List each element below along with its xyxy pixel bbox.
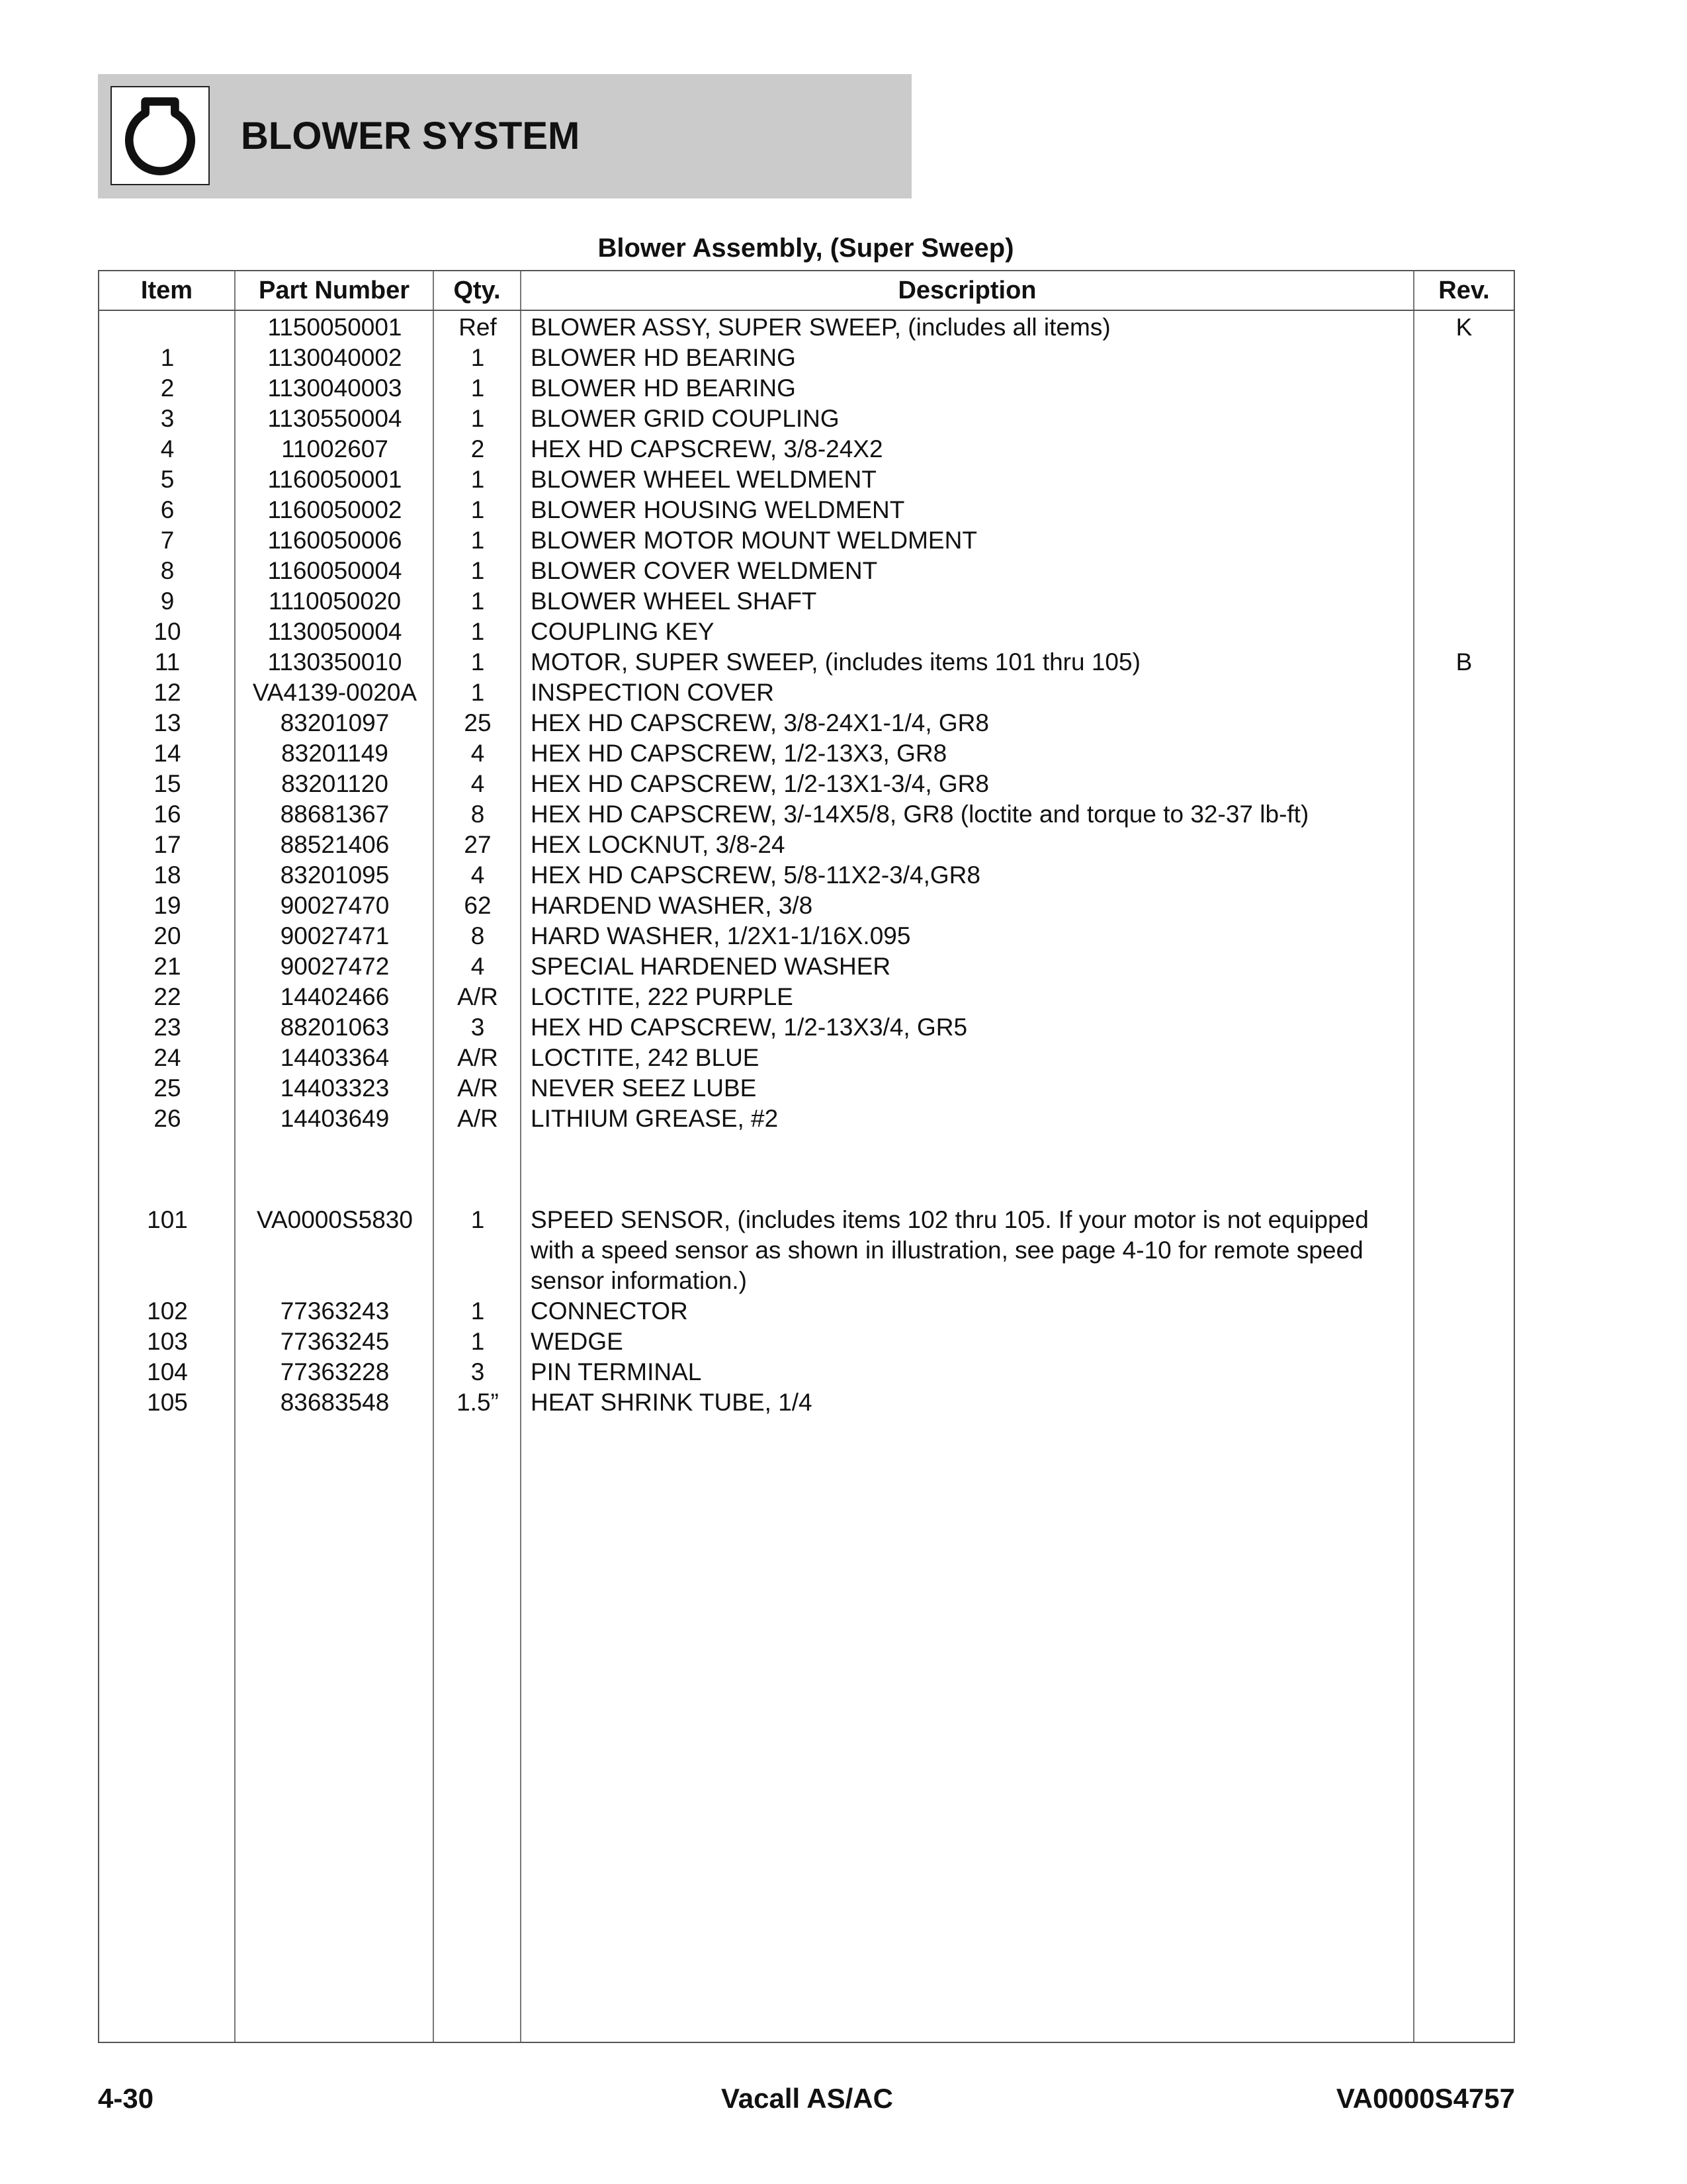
description-cell: BLOWER COVER WELDMENT — [531, 557, 878, 584]
table-row — [99, 1043, 1514, 1073]
item-cell: 105 — [147, 1389, 188, 1416]
item-cell: 104 — [147, 1358, 188, 1385]
item-cell — [99, 312, 236, 343]
qty-cell: 3 — [470, 1358, 485, 1385]
rev-cell — [1414, 495, 1514, 525]
rev-cell — [1414, 1357, 1514, 1387]
description-cell: BLOWER GRID COUPLING — [531, 405, 840, 432]
part-number-cell: 1130040002 — [267, 344, 402, 371]
qty-cell: 1 — [470, 405, 485, 432]
part-number-cell: 90027471 — [280, 922, 390, 949]
header-divider — [99, 310, 1514, 311]
qty-cell: 1 — [470, 679, 485, 706]
table-row — [99, 891, 1514, 921]
table-row — [99, 1205, 1514, 1296]
item-cell: 3 — [160, 405, 175, 432]
table-row — [99, 799, 1514, 830]
rev-cell — [1414, 891, 1514, 921]
part-number-cell: 1130040003 — [267, 374, 402, 402]
part-number-cell: 83201120 — [281, 770, 388, 797]
description-cell: LOCTITE, 222 PURPLE — [531, 983, 793, 1010]
description-cell: INSPECTION COVER — [531, 679, 774, 706]
rev-cell — [1414, 373, 1514, 404]
part-number-cell: 1160050004 — [267, 557, 402, 584]
item-cell: 19 — [153, 892, 181, 919]
rev-cell — [1414, 708, 1514, 738]
rev-cell — [1414, 738, 1514, 769]
qty-cell: 8 — [470, 801, 485, 828]
qty-cell: 1 — [470, 618, 485, 645]
table-row — [99, 921, 1514, 951]
table-row — [99, 769, 1514, 799]
item-cell: 8 — [160, 557, 175, 584]
description-cell: BLOWER WHEEL WELDMENT — [531, 466, 877, 493]
part-number-cell: 1150050001 — [267, 314, 402, 341]
blower-housing-icon — [110, 86, 210, 185]
rev-cell — [1414, 1387, 1514, 1418]
description-cell: PIN TERMINAL — [531, 1358, 702, 1385]
qty-cell: 4 — [470, 953, 485, 980]
item-cell: 15 — [153, 770, 181, 797]
item-cell: 26 — [153, 1105, 181, 1132]
qty-cell: 4 — [470, 861, 485, 889]
part-number-cell: 1110050020 — [268, 588, 402, 615]
rev-cell — [1414, 343, 1514, 373]
qty-cell: 27 — [464, 831, 492, 858]
item-cell: 101 — [147, 1206, 188, 1233]
item-cell: 103 — [147, 1328, 188, 1355]
part-number-cell: 90027470 — [280, 892, 390, 919]
table-row — [99, 738, 1514, 769]
item-cell: 1 — [160, 344, 175, 371]
rev-cell — [1414, 769, 1514, 799]
qty-cell: 1 — [470, 374, 485, 402]
table-row — [99, 1387, 1514, 1418]
part-number-cell: 83683548 — [280, 1389, 390, 1416]
section-title: BLOWER SYSTEM — [241, 114, 580, 157]
rev-cell — [1414, 1205, 1514, 1296]
rev-cell — [1414, 951, 1514, 982]
description-cell: HARD WASHER, 1/2X1-1/16X.095 — [531, 922, 911, 949]
part-number-cell: 77363245 — [280, 1328, 390, 1355]
table-row — [99, 951, 1514, 982]
qty-cell: 1 — [470, 557, 485, 584]
rev-cell — [1414, 586, 1514, 617]
description-cell: WEDGE — [531, 1328, 623, 1355]
qty-cell: 1 — [470, 1297, 485, 1325]
column-header-part-number: Part Number — [258, 277, 410, 304]
table-row — [99, 434, 1514, 464]
qty-cell: 62 — [464, 892, 492, 919]
part-number-cell: 83201149 — [281, 740, 388, 767]
table-row — [99, 1073, 1514, 1104]
footer-manual-title: Vacall AS/AC — [721, 2083, 893, 2114]
column-header-rev: Rev. — [1438, 277, 1490, 304]
description-cell: HEX HD CAPSCREW, 3/8-24X1-1/4, GR8 — [531, 709, 989, 736]
table-row — [99, 708, 1514, 738]
qty-cell: Ref — [458, 314, 497, 341]
qty-cell: A/R — [457, 983, 498, 1010]
description-cell: BLOWER HD BEARING — [531, 344, 796, 371]
table-title: Blower Assembly, (Super Sweep) — [597, 234, 1014, 263]
footer-page-number: 4-30 — [98, 2083, 154, 2114]
description-cell: LITHIUM GREASE, #2 — [531, 1105, 779, 1132]
table-row — [99, 830, 1514, 860]
description-cell: BLOWER WHEEL SHAFT — [531, 588, 817, 615]
column-header-qty: Qty. — [453, 277, 501, 304]
description-cell: BLOWER HD BEARING — [531, 374, 796, 402]
qty-cell: A/R — [457, 1074, 498, 1102]
table-row — [99, 1357, 1514, 1387]
rev-cell — [1414, 860, 1514, 891]
qty-cell: 25 — [464, 709, 492, 736]
qty-cell: 4 — [470, 740, 485, 767]
description-cell: HEAT SHRINK TUBE, 1/4 — [531, 1389, 812, 1416]
item-cell: 16 — [153, 801, 181, 828]
item-cell: 12 — [153, 679, 181, 706]
qty-cell: 3 — [470, 1014, 485, 1041]
table-row — [99, 312, 1514, 343]
table-row — [99, 343, 1514, 373]
rev-cell — [1414, 464, 1514, 495]
part-number-cell: 1130550004 — [267, 405, 402, 432]
qty-cell: 1 — [470, 1206, 485, 1233]
item-cell: 102 — [147, 1297, 188, 1325]
description-cell: NEVER SEEZ LUBE — [531, 1074, 757, 1102]
rev-cell — [1414, 1327, 1514, 1357]
part-number-cell: 83201095 — [280, 861, 390, 889]
part-number-cell: 1160050006 — [267, 527, 402, 554]
description-cell: COUPLING KEY — [531, 618, 714, 645]
table-row — [99, 982, 1514, 1012]
footer-document-number: VA0000S4757 — [1336, 2083, 1515, 2114]
rev-cell — [1414, 799, 1514, 830]
item-cell: 2 — [160, 374, 175, 402]
rev-cell — [1414, 1073, 1514, 1104]
part-number-cell: 90027472 — [280, 953, 390, 980]
part-number-cell: 11002607 — [281, 435, 388, 462]
description-cell: HEX HD CAPSCREW, 3/-14X5/8, GR8 (loctite and torque to 32-37 lb-ft) — [531, 801, 1309, 828]
column-header-item: Item — [140, 277, 193, 304]
qty-cell: 1 — [470, 648, 485, 676]
item-cell: 5 — [160, 466, 175, 493]
table-row — [99, 464, 1514, 495]
item-cell: 23 — [153, 1014, 181, 1041]
rev-cell — [1414, 677, 1514, 708]
item-cell: 7 — [160, 527, 175, 554]
qty-cell: 1.5” — [456, 1389, 499, 1416]
description-cell: HEX HD CAPSCREW, 3/8-24X2 — [531, 435, 883, 462]
column-header-description: Description — [898, 277, 1037, 304]
part-number-cell: VA4139-0020A — [252, 679, 417, 706]
part-number-cell: VA0000S5830 — [257, 1206, 413, 1233]
part-number-cell: 1160050002 — [267, 496, 402, 523]
item-cell: 10 — [153, 618, 181, 645]
part-number-cell: 1160050001 — [267, 466, 402, 493]
part-number-cell: 77363243 — [280, 1297, 390, 1325]
table-row — [99, 525, 1514, 556]
table-row — [99, 1104, 1514, 1134]
rev-cell — [1414, 830, 1514, 860]
rev-cell — [1414, 434, 1514, 464]
table-row — [99, 495, 1514, 525]
item-cell: 22 — [153, 983, 181, 1010]
rev-cell — [1414, 1104, 1514, 1134]
qty-cell: 1 — [470, 344, 485, 371]
part-number-cell: 14403364 — [280, 1044, 390, 1071]
qty-cell: 1 — [470, 527, 485, 554]
table-body — [99, 312, 1514, 1418]
description-cell: SPECIAL HARDENED WASHER — [531, 953, 891, 980]
description-cell: BLOWER MOTOR MOUNT WELDMENT — [531, 527, 977, 554]
description-cell: HEX HD CAPSCREW, 1/2-13X3/4, GR5 — [531, 1014, 968, 1041]
qty-cell: A/R — [457, 1105, 498, 1132]
rev-cell: B — [1455, 648, 1473, 676]
description-cell: LOCTITE, 242 BLUE — [531, 1044, 759, 1071]
table-row — [99, 556, 1514, 586]
part-number-cell: 83201097 — [280, 709, 390, 736]
rev-cell — [1414, 525, 1514, 556]
item-cell: 17 — [153, 831, 181, 858]
part-number-cell: 77363228 — [280, 1358, 390, 1385]
description-cell: HARDEND WASHER, 3/8 — [531, 892, 813, 919]
part-number-cell: 1130350010 — [267, 648, 402, 676]
item-cell: 24 — [153, 1044, 181, 1071]
item-cell: 18 — [153, 861, 181, 889]
rev-cell — [1414, 921, 1514, 951]
rev-cell — [1414, 982, 1514, 1012]
table-row — [99, 617, 1514, 647]
part-number-cell: 88681367 — [280, 801, 390, 828]
item-cell: 14 — [153, 740, 181, 767]
qty-cell: 1 — [470, 588, 485, 615]
item-cell: 6 — [160, 496, 175, 523]
rev-cell — [1414, 1296, 1514, 1327]
rev-cell — [1414, 617, 1514, 647]
table-row — [99, 404, 1514, 434]
item-cell: 11 — [154, 648, 181, 676]
rev-cell: K — [1455, 314, 1473, 341]
rev-cell — [1414, 404, 1514, 434]
part-number-cell: 14402466 — [280, 983, 390, 1010]
description-cell: HEX HD CAPSCREW, 1/2-13X3, GR8 — [531, 740, 947, 767]
qty-cell: 1 — [470, 466, 485, 493]
description-cell: CONNECTOR — [531, 1297, 688, 1325]
item-cell: 9 — [160, 588, 175, 615]
qty-cell: 1 — [470, 496, 485, 523]
part-number-cell: 88521406 — [280, 831, 390, 858]
table-row — [99, 1296, 1514, 1327]
table-row — [99, 1327, 1514, 1357]
qty-cell: A/R — [457, 1044, 498, 1071]
description-cell: BLOWER ASSY, SUPER SWEEP, (includes all items) — [531, 314, 1111, 341]
table-row — [99, 1012, 1514, 1043]
qty-cell: 1 — [470, 1328, 485, 1355]
table-row — [99, 647, 1514, 677]
item-cell: 13 — [153, 709, 181, 736]
parts-table — [98, 270, 1515, 2043]
table-row — [99, 677, 1514, 708]
item-cell: 4 — [160, 435, 175, 462]
description-cell: MOTOR, SUPER SWEEP, (includes items 101 thru 105) — [531, 648, 1141, 676]
rev-cell — [1414, 556, 1514, 586]
qty-cell: 2 — [470, 435, 485, 462]
part-number-cell: 88201063 — [280, 1014, 390, 1041]
item-cell: 20 — [153, 922, 181, 949]
description-cell: HEX HD CAPSCREW, 1/2-13X1-3/4, GR8 — [531, 770, 989, 797]
description-cell: HEX LOCKNUT, 3/8-24 — [531, 831, 785, 858]
description-cell: BLOWER HOUSING WELDMENT — [531, 496, 905, 523]
table-row — [99, 860, 1514, 891]
description-cell: HEX HD CAPSCREW, 5/8-11X2-3/4,GR8 — [531, 861, 980, 889]
item-cell: 21 — [153, 953, 181, 980]
part-number-cell: 1130050004 — [267, 618, 402, 645]
part-number-cell: 14403323 — [280, 1074, 390, 1102]
description-cell: SPEED SENSOR, (includes items 102 thru 105. If your motor is not equipped with a speed sensor as shown in illustration, see page 4-10 for remote speed sensor information.) — [531, 1206, 1369, 1294]
qty-cell: 4 — [470, 770, 485, 797]
part-number-cell: 14403649 — [280, 1105, 390, 1132]
rev-cell — [1414, 1012, 1514, 1043]
table-row — [99, 373, 1514, 404]
qty-cell: 8 — [470, 922, 485, 949]
table-row — [99, 586, 1514, 617]
item-cell: 25 — [153, 1074, 181, 1102]
rev-cell — [1414, 1043, 1514, 1073]
